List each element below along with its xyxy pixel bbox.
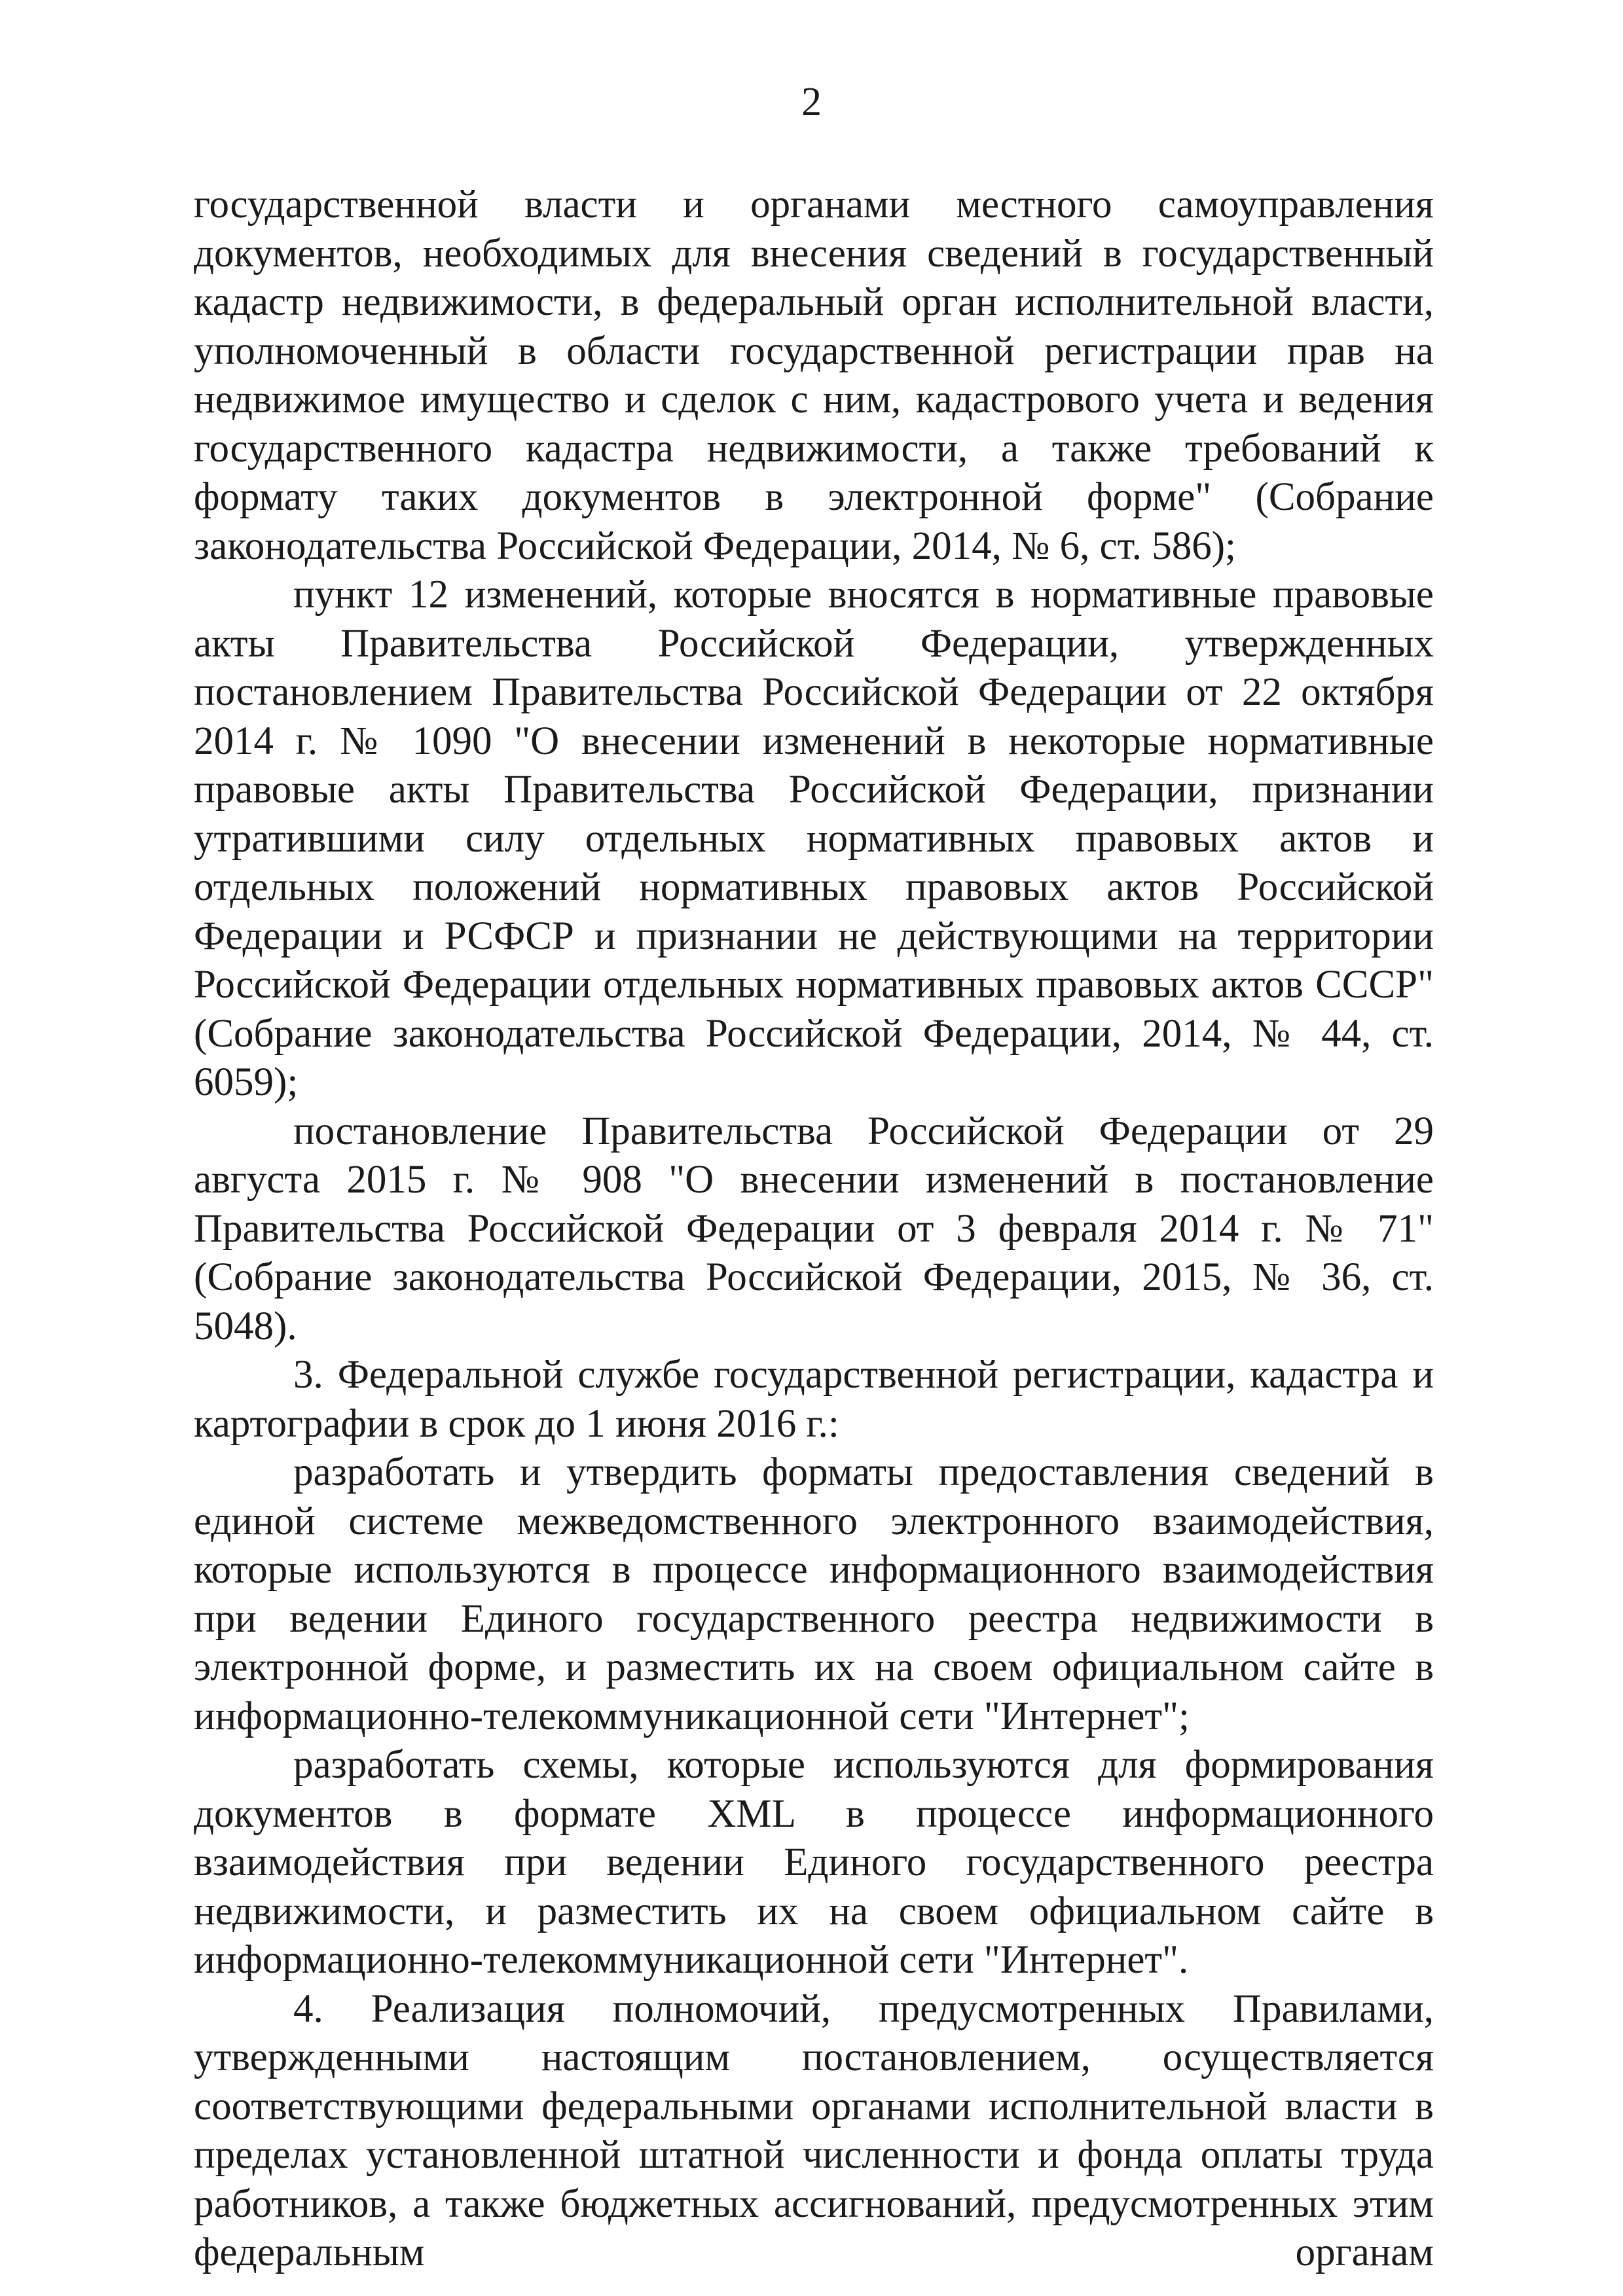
- paragraph-postanovlenie-908: постановление Правительства Российской Федерации от 29 августа 2015 г. № 908 "О внесении изменений в постановление Правительства Российской Федерации от 3 февраля 2014 г. № 71" (Собрание законодательства Российской Федерации, 2015, № 36, ст. 5048).: [194, 1109, 1434, 1348]
- paragraph-formats: разработать и утвердить форматы предоставления сведений в единой системе межведомственного электронного взаимодействия, которые используются в процессе информационного взаимодействия при ведении Единого государственного реестра недвижимости в электронной форме, и разместить их на своем официальном сайте в информационно-телекоммуникационной сети "Интернет";: [194, 1450, 1434, 1738]
- paragraph-item-4: 4. Реализация полномочий, предусмотренных Правилами, утвержденными настоящим постановлением, осуществляется соответствующими федеральными органами исполнительной власти в пределах установленной штатной численности и фонда оплаты труда работников, а также бюджетных ассигнований, предусмотренных этим федеральным органам: [194, 1986, 1434, 2274]
- document-body: [194, 181, 1434, 2278]
- page-number: 2: [801, 80, 822, 124]
- paragraph-xml-schemas: разработать схемы, которые используются для формирования документов в формате XML в процессе информационного взаимодействия при ведении Единого государственного реестра недвижимости, и разместить их на своем официальном сайте в информационно-телекоммуникационной сети "Интернет".: [194, 1743, 1434, 1982]
- paragraph-item-3: 3. Федеральной службе государственной регистрации, кадастра и картографии в срок до 1 июня 2016 г.:: [194, 1353, 1434, 1446]
- paragraph-punkt-12: пункт 12 изменений, которые вносятся в нормативные правовые акты Правительства Российской Федерации, утвержденных постановлением Правительства Российской Федерации от 22 октября 2014 г. № 1090 "О внесении изменений в некоторые нормативные правовые акты Правительства Российской Федерации, признании утратившими силу отдельных нормативных правовых актов и отдельных положений нормативных правовых актов Российской Федерации и РСФСР и признании не действующими на территории Российской Федерации отдельных нормативных правовых актов СССР" (Собрание законодательства Российской Федерации, 2014, № 44, ст. 6059);: [194, 573, 1434, 1104]
- paragraph-continuation: государственной власти и органами местного самоуправления документов, необходимых для внесения сведений в государственный кадастр недвижимости, в федеральный орган исполнительной власти, уполномоченный в области государственной регистрации прав на недвижимое имущество и сделок с ним, кадастрового учета и ведения государственного кадастра недвижимости, а также требований к формату таких документов в электронной форме" (Собрание законодательства Российской Федерации, 2014, № 6, ст. 586);: [194, 183, 1434, 568]
